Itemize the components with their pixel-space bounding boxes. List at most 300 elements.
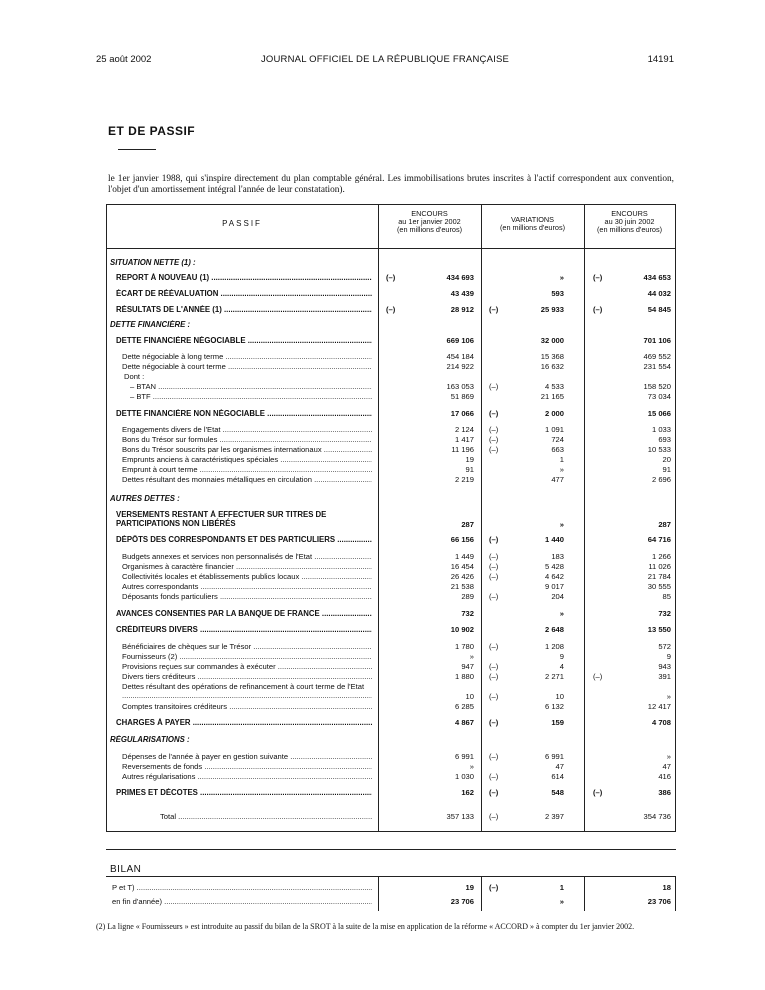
value-amount: 943: [658, 662, 671, 671]
value-amount: 2 397: [544, 812, 564, 821]
header-line: au 30 juin 2002: [604, 217, 655, 226]
value-amount: 386: [658, 788, 671, 797]
section-title: ET DE PASSIF: [108, 124, 196, 138]
row-label: Dont :: [124, 372, 145, 381]
value-cell: [593, 897, 671, 907]
table-row: [106, 672, 676, 682]
value-amount: 732: [461, 609, 474, 618]
row-label: Emprunt à court terme .....: [122, 465, 372, 475]
sign-marker: (–): [489, 662, 499, 671]
value-cell: [593, 465, 671, 475]
header-journal-title: JOURNAL OFFICIEL DE LA RÉPUBLIQUE FRANÇAISE: [260, 54, 510, 65]
sign-marker: (–): [489, 562, 499, 571]
value-amount: 15 368: [540, 352, 564, 361]
value-cell: [386, 762, 474, 772]
value-amount: 434 653: [643, 273, 671, 282]
row-label: Total .....: [160, 812, 372, 822]
header-line: VARIATIONS: [510, 215, 555, 224]
row-label: Bons du Trésor sur formules .....: [122, 435, 372, 445]
value-amount: 19: [465, 883, 474, 892]
value-cell: [593, 592, 671, 602]
value-amount: 10 902: [450, 625, 474, 634]
passif-table: [106, 204, 676, 832]
value-amount: 66 156: [450, 535, 474, 544]
value-cell: [386, 552, 474, 562]
value-cell: [593, 273, 671, 283]
table-row: [106, 494, 676, 504]
value-amount: 4 867: [454, 718, 474, 727]
value-cell: [386, 609, 474, 619]
value-cell: [593, 625, 671, 635]
value-amount: 162: [461, 788, 474, 797]
row-label: Comptes transitoires créditeurs .....: [122, 702, 372, 712]
value-cell: [386, 382, 474, 392]
row-label: Collectivités locales et établissements publics locaux .....: [122, 572, 372, 582]
value-amount: 1 780: [454, 642, 474, 651]
value-cell: [386, 625, 474, 635]
value-amount: 73 034: [647, 392, 671, 401]
row-label: Bons du Trésor souscrits par les organismes internationaux .....: [122, 445, 372, 455]
header-page-number: 14191: [647, 54, 674, 65]
sign-marker: (–): [489, 445, 499, 454]
value-amount: 5 428: [544, 562, 564, 571]
value-cell: [489, 897, 564, 907]
value-amount: 43 439: [450, 289, 474, 298]
value-amount: 64 716: [647, 535, 671, 544]
value-amount: 16 454: [450, 562, 474, 571]
sign-marker: (–): [489, 592, 499, 601]
table-row: [106, 535, 676, 545]
row-label: REPORT À NOUVEAU (1) .....: [116, 273, 372, 283]
value-cell: [489, 352, 564, 362]
value-cell: [386, 897, 474, 907]
value-cell: [593, 455, 671, 465]
value-amount: 183: [551, 552, 564, 561]
value-cell: [593, 702, 671, 712]
sign-marker: (–): [489, 812, 499, 821]
table-row: [106, 258, 676, 268]
table-row: [106, 682, 676, 702]
value-cell: [489, 718, 564, 728]
header-line: (en millions d'euros): [396, 225, 463, 234]
table-row: [106, 382, 676, 392]
table-row: [106, 592, 676, 602]
table-header-rule: [106, 248, 676, 249]
value-amount: 669 106: [446, 336, 474, 345]
value-amount: 663: [551, 445, 564, 454]
value-amount: 16 632: [540, 362, 564, 371]
value-cell: [489, 582, 564, 592]
table-row: [106, 409, 676, 419]
value-amount: 1 033: [651, 425, 671, 434]
value-cell: [386, 475, 474, 485]
value-amount: 732: [658, 609, 671, 618]
value-cell: [386, 465, 474, 475]
value-amount: 25 933: [540, 305, 564, 314]
value-amount: 11 026: [648, 562, 671, 571]
value-cell: [593, 535, 671, 545]
value-cell: [386, 642, 474, 652]
row-label: Dette négociable à long terme .....: [122, 352, 372, 362]
value-cell: [386, 392, 474, 402]
value-amount: 1 208: [544, 642, 564, 651]
sign-marker: (–): [489, 772, 499, 781]
value-amount: 354 736: [643, 812, 671, 821]
value-amount: 4 642: [544, 572, 564, 581]
value-amount: 693: [658, 435, 671, 444]
sign-marker: (–): [489, 572, 499, 581]
table-top-rule: [106, 204, 676, 205]
footnote: (2) La ligne « Fournisseurs » est introduite au passif du bilan de la SROT à la suite de la mise en application de la réforme « ACCORD » à compter du 1er janvier 2002.: [96, 922, 635, 931]
value-amount: 26 426: [450, 572, 474, 581]
value-cell: [593, 475, 671, 485]
value-cell: [386, 718, 474, 728]
value-cell: [489, 455, 564, 465]
value-amount: 91: [465, 465, 474, 474]
row-label: RÉSULTATS DE L'ANNÉE (1) .....: [116, 305, 372, 315]
value-amount: 701 106: [643, 336, 671, 345]
value-cell: [489, 336, 564, 346]
value-cell: [489, 692, 564, 702]
value-cell: [489, 409, 564, 419]
value-cell: [593, 409, 671, 419]
sign-marker: (–): [489, 409, 499, 418]
intro-paragraph: le 1er janvier 1988, qui s'inspire directement du plan comptable général. Les immobilisations brutes inscrites à l'actif correspondent aux convention, l'objet d'un amortissement intégral l'année de leur constatation).: [108, 174, 674, 195]
value-cell: [386, 336, 474, 346]
value-cell: [489, 592, 564, 602]
value-cell: [593, 352, 671, 362]
value-amount: 2 000: [544, 409, 564, 418]
value-amount: 6 991: [454, 752, 474, 761]
sign-marker: (–): [489, 718, 499, 727]
value-amount: 13 550: [647, 625, 671, 634]
value-cell: [489, 883, 564, 893]
value-amount: 287: [658, 520, 671, 529]
table-row: [106, 562, 676, 572]
value-cell: [489, 305, 564, 315]
value-amount: 289: [461, 592, 474, 601]
table-row: [106, 625, 676, 635]
value-cell: [593, 718, 671, 728]
value-cell: [386, 692, 474, 702]
value-cell: [489, 625, 564, 635]
row-label: P et T) .....: [112, 883, 372, 893]
value-cell: [489, 475, 564, 485]
table-row: [106, 662, 676, 672]
title-rule: [118, 149, 156, 150]
value-cell: [593, 642, 671, 652]
row-label: Autres régularisations .....: [122, 772, 372, 782]
table-row: [106, 289, 676, 299]
value-amount: 23 706: [450, 897, 474, 906]
sign-marker: (–): [593, 305, 603, 314]
value-amount: 2 124: [454, 425, 474, 434]
table-row: [106, 392, 676, 402]
bilan-row: [106, 897, 676, 907]
bilan-row: [106, 883, 676, 893]
value-cell: [489, 788, 564, 798]
value-amount: 9 017: [544, 582, 564, 591]
value-amount: 51 869: [450, 392, 474, 401]
value-cell: [386, 572, 474, 582]
header-date: 25 août 2002: [96, 54, 152, 65]
value-amount: 17 066: [450, 409, 474, 418]
value-amount: 4: [559, 662, 564, 671]
value-cell: [386, 362, 474, 372]
row-label: CHARGES À PAYER .....: [116, 718, 372, 728]
table-row: [106, 752, 676, 762]
value-amount: 28 912: [450, 305, 474, 314]
value-amount: 724: [551, 435, 564, 444]
row-label: Provisions reçues sur commandes à exécuter .....: [122, 662, 372, 672]
value-amount: 4 533: [544, 382, 564, 391]
value-amount: 614: [551, 772, 564, 781]
value-cell: [489, 535, 564, 545]
value-cell: [386, 305, 474, 315]
row-label: Dépenses de l'année à payer en gestion suivante .....: [122, 752, 372, 762]
value-cell: [489, 672, 564, 682]
value-cell: [386, 273, 474, 283]
sign-marker: (–): [489, 552, 499, 561]
value-amount: 44 032: [647, 289, 671, 298]
bilan-top-rule: [106, 849, 676, 850]
value-cell: [593, 812, 671, 822]
value-amount: 6 132: [544, 702, 564, 711]
value-amount: 548: [551, 788, 564, 797]
value-cell: [386, 520, 474, 530]
value-cell: [386, 435, 474, 445]
value-cell: [386, 592, 474, 602]
table-row: [106, 362, 676, 372]
value-amount: 158 520: [643, 382, 671, 391]
row-label: Divers tiers créditeurs .....: [122, 672, 372, 682]
value-cell: [489, 445, 564, 455]
column-header-encours-start: [378, 210, 481, 234]
table-row: [106, 336, 676, 346]
row-label: DÉPÔTS DES CORRESPONDANTS ET DES PARTICULIERS .....: [116, 535, 372, 545]
value-amount: 6 285: [454, 702, 474, 711]
row-label: DETTE FINANCIÈRE :: [110, 320, 191, 329]
row-label: ÉCART DE RÉÉVALUATION .....: [116, 289, 372, 299]
value-cell: [593, 672, 671, 682]
value-cell: [489, 435, 564, 445]
table-row: [106, 372, 676, 382]
value-amount: 1 417: [454, 435, 474, 444]
row-label: Déposants fonds particuliers .....: [122, 592, 372, 602]
column-header-encours-end: [584, 210, 675, 234]
value-amount: 391: [658, 672, 671, 681]
value-cell: [489, 562, 564, 572]
value-amount: 2 648: [544, 625, 564, 634]
value-amount: 357 133: [446, 812, 474, 821]
value-amount: 1: [559, 455, 564, 464]
row-label: RÉGULARISATIONS :: [110, 735, 190, 744]
sign-marker: (–): [489, 883, 499, 892]
value-amount: 4 708: [651, 718, 671, 727]
value-amount: 947: [461, 662, 474, 671]
table-row: [106, 455, 676, 465]
value-amount: 6 991: [544, 752, 564, 761]
value-cell: [386, 672, 474, 682]
table-row: [106, 305, 676, 315]
value-cell: [593, 652, 671, 662]
sign-marker: (–): [489, 752, 499, 761]
table-row: [106, 652, 676, 662]
row-label: Dette négociable à court terme .....: [122, 362, 372, 372]
value-cell: [489, 609, 564, 619]
sign-marker: (–): [489, 382, 499, 391]
value-cell: [593, 609, 671, 619]
row-label: AVANCES CONSENTIES PAR LA BANQUE DE FRANCE .....: [116, 609, 372, 619]
value-cell: [593, 289, 671, 299]
value-amount: 9: [666, 652, 671, 661]
value-amount: 47: [662, 762, 671, 771]
sign-marker: (–): [489, 642, 499, 651]
value-cell: [593, 392, 671, 402]
value-cell: [489, 425, 564, 435]
row-label: DETTE FINANCIÈRE NÉGOCIABLE .....: [116, 336, 372, 346]
value-cell: [386, 662, 474, 672]
value-cell: [386, 289, 474, 299]
value-cell: [593, 336, 671, 346]
value-amount: 572: [658, 642, 671, 651]
value-cell: [593, 552, 671, 562]
column-header-passif: PASSIF: [222, 219, 262, 228]
value-amount: 416: [658, 772, 671, 781]
value-cell: [386, 772, 474, 782]
value-amount: 10: [555, 692, 564, 701]
value-cell: [386, 425, 474, 435]
value-amount: 18: [662, 883, 671, 892]
value-cell: [593, 788, 671, 798]
value-cell: [593, 382, 671, 392]
header-line: au 1er janvier 2002: [398, 217, 461, 226]
sign-marker: (–): [489, 425, 499, 434]
value-amount: 21 165: [540, 392, 564, 401]
table-row: [106, 273, 676, 283]
table-row: [106, 465, 676, 475]
value-cell: [386, 752, 474, 762]
table-row: [106, 772, 676, 782]
value-amount: 21 784: [647, 572, 671, 581]
value-amount: 12 417: [647, 702, 671, 711]
value-cell: [489, 752, 564, 762]
value-amount: »: [559, 465, 564, 474]
sign-marker: (–): [593, 672, 603, 681]
row-label: SITUATION NETTE (1) :: [110, 258, 196, 267]
sign-marker: (–): [593, 273, 603, 282]
value-cell: [386, 812, 474, 822]
value-cell: [593, 582, 671, 592]
value-amount: 204: [551, 592, 564, 601]
row-label: Bénéficiaires de chèques sur le Trésor .....: [122, 642, 372, 652]
row-label: Engagements divers de l'Etat .....: [122, 425, 372, 435]
row-label: – BTAN .....: [130, 382, 372, 392]
table-row: [106, 572, 676, 582]
value-cell: [593, 445, 671, 455]
value-amount: 163 053: [446, 382, 474, 391]
sign-marker: (–): [489, 692, 499, 701]
value-cell: [489, 273, 564, 283]
value-amount: 19: [465, 455, 474, 464]
value-cell: [593, 425, 671, 435]
sign-marker: (–): [386, 305, 396, 314]
row-label: Dettes résultant des opérations de refinancement à court terme de l'Etat .....: [122, 682, 372, 702]
table-row: [106, 425, 676, 435]
value-cell: [593, 362, 671, 372]
value-cell: [386, 788, 474, 798]
bilan-title: BILAN: [110, 864, 142, 875]
row-label: Budgets annexes et services non personnalisés de l'Etat .....: [122, 552, 372, 562]
value-amount: 91: [662, 465, 671, 474]
value-amount: 1 440: [544, 535, 564, 544]
header-line: (en millions d'euros): [596, 225, 663, 234]
value-cell: [489, 552, 564, 562]
header-line: ENCOURS: [611, 209, 648, 218]
value-amount: 1 880: [454, 672, 474, 681]
value-cell: [593, 692, 671, 702]
value-amount: 54 845: [647, 305, 671, 314]
value-cell: [386, 445, 474, 455]
value-amount: 23 706: [647, 897, 671, 906]
value-amount: 15 066: [647, 409, 671, 418]
bilan-table: [106, 877, 676, 911]
value-amount: 1: [559, 883, 564, 892]
value-amount: 477: [551, 475, 564, 484]
value-cell: [489, 465, 564, 475]
value-amount: »: [559, 273, 564, 282]
value-cell: [386, 352, 474, 362]
table-row: [106, 609, 676, 619]
table-row: [106, 552, 676, 562]
sign-marker: (–): [489, 305, 499, 314]
value-amount: »: [469, 652, 474, 661]
sign-marker: (–): [489, 788, 499, 797]
sign-marker: (–): [489, 672, 499, 681]
value-amount: 1 030: [454, 772, 474, 781]
value-cell: [593, 520, 671, 530]
row-label: Emprunts anciens à caractéristiques spéciales .....: [122, 455, 372, 465]
row-label: Dettes résultant des monnaies métalliques en circulation .....: [122, 475, 372, 485]
value-cell: [386, 535, 474, 545]
value-cell: [489, 772, 564, 782]
value-cell: [593, 752, 671, 762]
header-line: ENCOURS: [411, 209, 448, 218]
value-cell: [489, 662, 564, 672]
row-label: – BTF .....: [130, 392, 372, 402]
row-label: en fin d'année) .....: [112, 897, 372, 907]
value-amount: 2 271: [544, 672, 564, 681]
table-row: [106, 435, 676, 445]
table-row: [106, 718, 676, 728]
row-label: Reversements de fonds .....: [122, 762, 372, 772]
value-cell: [593, 883, 671, 893]
value-amount: 231 554: [643, 362, 671, 371]
value-cell: [489, 520, 564, 530]
value-cell: [386, 409, 474, 419]
row-label: AUTRES DETTES :: [110, 494, 180, 503]
value-amount: 1 449: [454, 552, 474, 561]
value-amount: 11 196: [451, 445, 474, 454]
value-amount: 10: [465, 692, 474, 701]
value-cell: [593, 305, 671, 315]
value-cell: [386, 562, 474, 572]
value-cell: [386, 455, 474, 465]
table-row: [106, 788, 676, 798]
value-amount: 30 555: [647, 582, 671, 591]
value-amount: 1 091: [544, 425, 564, 434]
row-label: Fournisseurs (2) .....: [122, 652, 372, 662]
